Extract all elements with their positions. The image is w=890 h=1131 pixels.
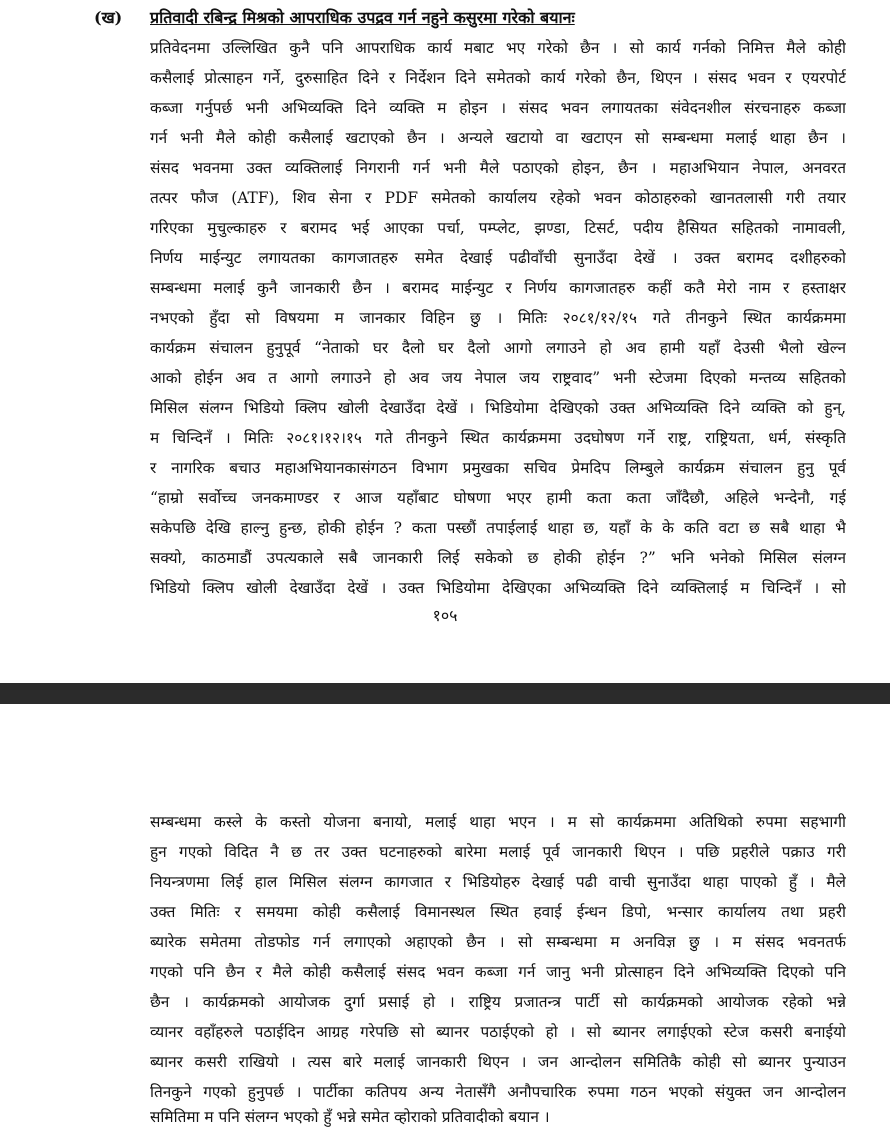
paragraph-line: तिनकुने गएको हुनुपर्छ । पार्टीका कतिपय अन्य नेतासँगै अनौपचारिक रुपमा गठन भएको संयुक्त जन आन्दोलन	[150, 1083, 846, 1101]
paragraph-line: ब्यानर कसरी राखियो । त्यस बारे मलाई जानकारी थिएन । जन आन्दोलन समितिकै कोही सो ब्यानर पुन्याउन	[150, 1053, 846, 1071]
paragraph-line: ब्यारेक समेतमा तोडफोड गर्न लगाएको अहाएको छैन । सो सम्बन्धमा म अनविज्ञ छु । म संसद भवनतर्फ	[150, 933, 846, 951]
section-title: प्रतिवादी रबिन्द्र मिश्रको आपराधिक उपद्रव गर्न नहुने कसुरमा गरेको बयानः	[150, 8, 575, 27]
paragraph-line: संसद भवनमा उक्त व्यक्तिलाई निगरानी गर्न भनी मैले पठाएको होइन, छैन । महाअभियान नेपाल, अनवरत	[150, 159, 846, 177]
paragraph-line: निर्णय माईन्युट लगायतका कागजातहरु समेत देखाई पढीवाँची सुनाउँदा देखें । उक्त बरामद दशीहरुको	[150, 249, 846, 267]
paragraph-line: भिडियो क्लिप खोली देखाउँदा देखें । उक्त भिडियोमा देखिएका अभिव्यक्ति दिने व्यक्तिलाई म चिन्दिनँ । सो	[150, 579, 846, 597]
paragraph-line: व्यानर वहाँहरुले पठाईदिन आग्रह गरेपछि सो ब्यानर पठाईएको हो । सो ब्यानर लगाईएको स्टेज कसरी बनाईयो	[150, 1023, 846, 1041]
paragraph-line: सम्बन्धमा कस्ले के कस्तो योजना बनायो, मलाई थाहा भएन । म सो कार्यक्रममा अतिथिको रुपमा सहभागी	[150, 813, 846, 831]
paragraph-line: आको होईन अव त आगो लगाउने हो अव जय नेपाल जय राष्ट्रवाद” भनी स्टेजमा दिएको मन्तव्य सहितको	[150, 369, 846, 387]
paragraph-line: समितिमा म पनि संलग्न भएको हुँ भन्ने समेत व्होराको प्रतिवादीको बयान ।	[150, 1108, 550, 1126]
paragraph-line: गर्न भनी मैले कोही कसैलाई खटाएको छैन । अन्यले खटायो वा खटाएन सो सम्बन्धमा मलाई थाहा छैन ।	[150, 129, 846, 147]
paragraph-line: म चिन्दिनँ । मितिः २०८१।१२।१५ गते तीनकुने स्थित कार्यक्रममा उदघोषण गर्ने राष्ट्र, राष्ट्रियता, धर्म, संस्कृति	[150, 429, 846, 447]
page-number: १०५	[432, 606, 458, 625]
paragraph-line: मिसिल संलग्न भिडियो क्लिप खोली देखाउँदा देखें । भिडियोमा देखिएको उक्त अभिव्यक्ति दिने व्यक्ति को हुन्,	[150, 399, 846, 417]
section-marker: (ख)	[94, 8, 123, 27]
paragraph-line: उक्त मितिः र समयमा कोही कसैलाई विमानस्थल स्थित हवाई ईन्धन डिपो, भन्सार कार्यालय तथा प्रहरी	[150, 903, 846, 921]
paragraph-line: तत्पर फौज (ATF), शिव सेना र PDF समेतको कार्यालय रहेको भवन कोठाहरुको खानतलासी गरी तयार	[150, 189, 846, 207]
paragraph-line: कब्जा गर्नुपर्छ भनी अभिव्यक्ति दिने व्यक्ति म होइन । संसद भवन लगायतका संवेदनशील संरचनाहरु कब्जा	[150, 99, 846, 117]
paragraph-line: सक्यो, काठमाडौं उपत्यकाले सबै जानकारी लिई सकेको छ होकी होईन ?” भनि भनेको मिसिल संलग्न	[150, 549, 846, 567]
paragraph-line: गरिएका मुचुल्काहरु र बरामद भई आएका पर्चा, पम्प्लेट, झण्डा, टिसर्ट, पदीय हैसियत सहितको नामावली,	[150, 219, 846, 237]
paragraph-line: गएको पनि छैन र मैले कोही कसैलाई संसद भवन कब्जा गर्न जानु भनी प्रोत्साहन दिने अभिव्यक्ति दिएको पनि	[150, 963, 846, 981]
page-divider	[0, 683, 890, 704]
paragraph-line: कसैलाई प्रोत्साहन गर्ने, दुरुसाहित दिने र निर्देशन दिने समेतको कार्य गरेको छैन, थिएन । संसद भवन र एयरपोर्ट	[150, 69, 846, 87]
paragraph-line: नियन्त्रणमा लिई हाल मिसिल संलग्न कागजात र भिडियोहरु देखाई पढी वाची सुनाउँदा थाहा पाएको हुँ । मैले	[150, 873, 846, 891]
paragraph-line: “हाम्रो सर्वोच्च जनकमाण्डर र आज यहाँबाट घोषणा भएर हामी कता कता जाँदैछौ, अहिले भन्देनौ, गई	[150, 489, 846, 507]
paragraph-line: छैन । कार्यक्रमको आयोजक दुर्गा प्रसाई हो । राष्ट्रिय प्रजातन्त्र पार्टी सो कार्यक्रमको आयोजक रहेको भन्ने	[150, 993, 846, 1011]
paragraph-line: र नागरिक बचाउ महाअभियानकासंगठन विभाग प्रमुखका सचिव प्रेमदिप लिम्बुले कार्यक्रम संचालन हुनु पूर्व	[150, 459, 846, 477]
paragraph-line: कार्यक्रम संचालन हुनुपूर्व “नेताको घर दैलो घर दैलो आगो लगाउने हो अव हामी यहाँ देउसी भैलो खेल्न	[150, 339, 846, 357]
paragraph-line: सकेपछि देखि हाल्नु हुन्छ, होकी होईन ? कता पस्छौं तपाईलाई थाहा छ, यहाँ के के कति वटा छ सबै थाहा भै	[150, 519, 846, 537]
paragraph-line: प्रतिवेदनमा उल्लिखित कुनै पनि आपराधिक कार्य मबाट भए गरेको छैन । सो कार्य गर्नको निमित्त मैले कोही	[150, 39, 846, 57]
paragraph-line: सम्बन्धमा मलाई कुनै जानकारी छैन । बरामद माईन्युट र निर्णय कागजातहरु कहीं कतै मेरो नाम र हस्ताक्षर	[150, 279, 846, 297]
paragraph-line: नभएको हुँदा सो विषयमा म जानकार विहिन छु । मितिः २०८१/१२/१५ गते तीनकुने स्थित कार्यक्रममा	[150, 309, 846, 327]
paragraph-line: हुन गएको विदित नै छ तर उक्त घटनाहरुको बारेमा मलाई पूर्व जानकारी थिएन । पछि प्रहरीले पक्राउ गरी	[150, 843, 846, 861]
document-page-bottom	[0, 704, 890, 1131]
